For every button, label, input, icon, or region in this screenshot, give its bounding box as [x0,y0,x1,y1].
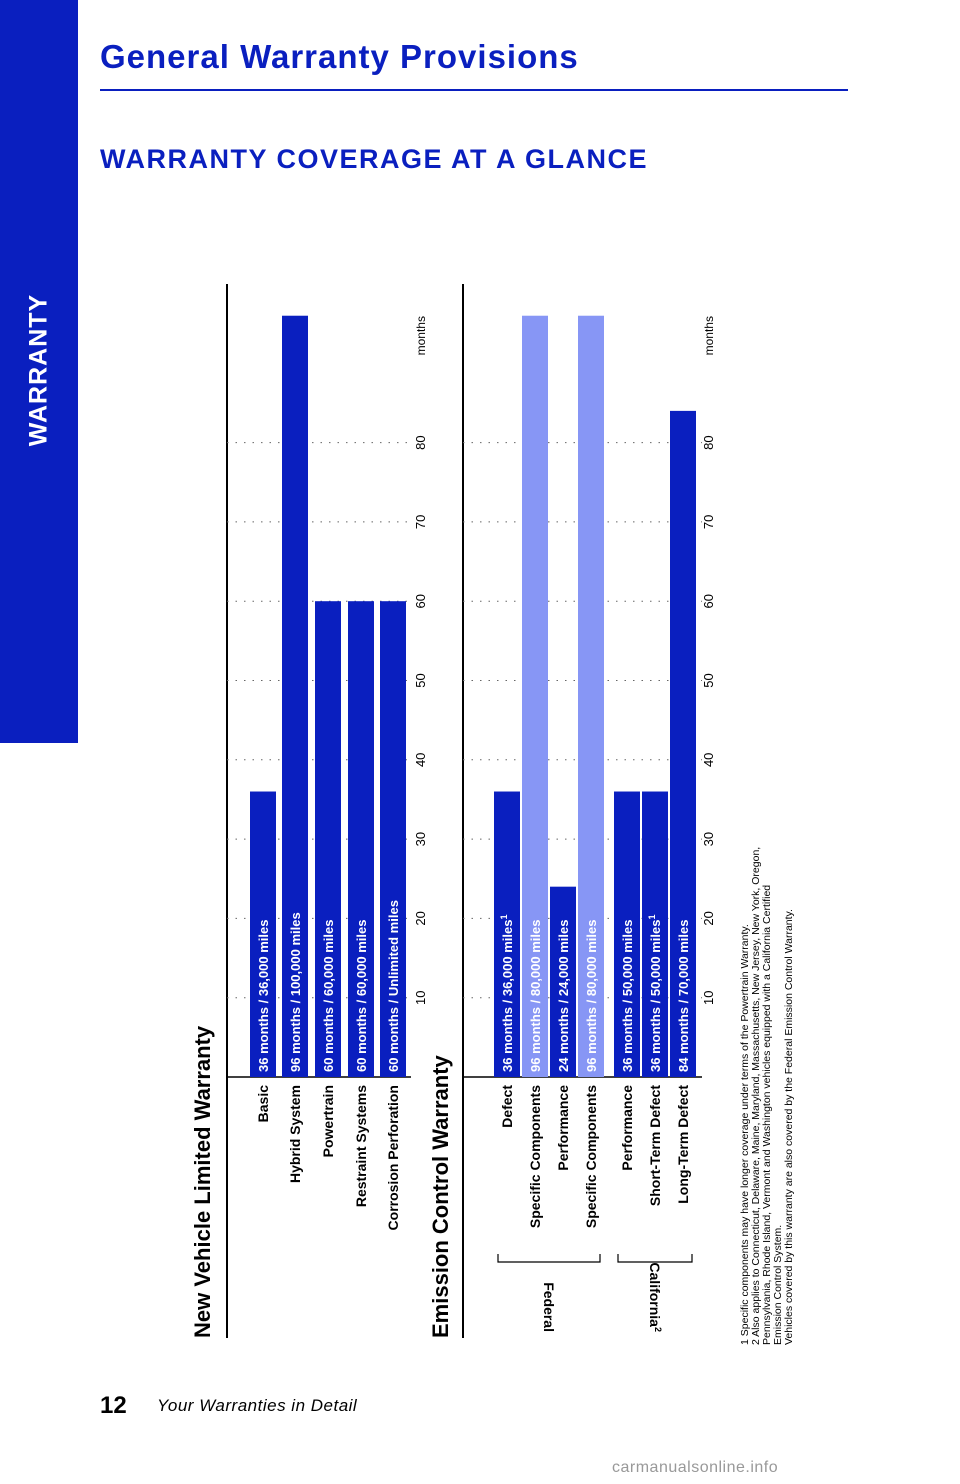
axis-tick-label: 80 [701,435,716,450]
bar-value-label: 96 months / 80,000 miles [528,919,543,1072]
bar-category-label: Restraint Systems [353,1085,369,1208]
bar-category-label: Powertrain [320,1085,336,1158]
group-title: New Vehicle Limited Warranty [190,1025,215,1338]
new-vehicle-warranty-group [190,284,428,1338]
footnote-line: Vehicles covered by this warranty are also covered by the Federal Emission Control Warranty. [783,909,795,1345]
axis-tick-label: 50 [413,673,428,688]
bar-category-label: Hybrid System [287,1085,303,1184]
axis-tick-label: 60 [701,593,716,609]
watermark-text: carmanualsonline.info [612,1459,779,1476]
footnote-line: 2 Also applies to Connecticut, Delaware, Maine, Maryland, Massachusetts, New Jersey, New York, Oregon, [750,846,762,1345]
bar-value-label: 60 months / Unlimited miles [386,900,401,1072]
side-tab-label: WARRANTY [24,293,53,447]
bar-value-label: 36 months / 50,000 miles [620,919,635,1072]
bar-category-label: Basic [255,1085,271,1123]
footnote-line: Pennsylvania, Rhode Island, Vermont and Washington vehicles equipped with a California Certified [761,884,773,1345]
bar-category-label: Specific Components [527,1085,543,1229]
bracket-label: Federal [541,1282,557,1332]
axis-unit-label: months [414,316,428,356]
axis-tick-label: 10 [701,990,716,1005]
axis-tick-label: 80 [413,435,428,450]
bar-value-label: 84 months / 70,000 miles [676,919,691,1072]
bar-category-label: Specific Components [583,1085,599,1229]
axis-tick-label: 30 [413,831,428,847]
bar-category-label: Long-Term Defect [675,1085,691,1204]
bar-category-label: Performance [555,1085,571,1171]
bar-value-label: 60 months / 60,000 miles [321,919,336,1072]
title-rule [100,89,848,91]
footnote-line: 1 Specific components may have longer coverage under terms of the Powertrain Warranty. [739,924,751,1345]
bar-category-label: Performance [619,1085,635,1171]
axis-tick-label: 40 [701,752,716,768]
bar-value-label: 24 months / 24,000 miles [556,919,571,1072]
bar-value-label: 36 months / 50,000 miles$^1$ [647,914,663,1072]
footnotes [739,847,795,1345]
page-section-label: Your Warranties in Detail [157,1396,358,1415]
footnote-line: Emission Control System. [772,1224,784,1345]
bar-category-label: Defect [499,1085,515,1128]
axis-tick-label: 20 [701,911,716,926]
axis-tick-label: 70 [701,514,716,530]
axis-tick-label: 10 [413,990,428,1005]
axis-tick-label: 20 [413,911,428,926]
bar-value-label: 36 months / 36,000 miles [256,919,271,1072]
group-title: Emission Control Warranty [428,1055,453,1338]
page-title: General Warranty Provisions [100,38,579,75]
page-number: 12 [100,1392,127,1419]
section-subtitle: WARRANTY COVERAGE AT A GLANCE [100,144,649,174]
warranty-side-tab [0,0,78,743]
axis-tick-label: 30 [701,831,716,847]
axis-tick-label: 40 [413,752,428,768]
rotated-chart-group [190,284,795,1345]
bar-value-label: 36 months / 36,000 miles$^1$ [499,914,515,1072]
axis-tick-label: 60 [413,593,428,609]
bar-value-label: 60 months / 60,000 miles [354,919,369,1072]
axis-tick-label: 70 [413,514,428,530]
warranty-coverage-chart [180,316,900,1385]
bracket-line [618,1254,692,1262]
emission-control-warranty-group [428,284,716,1338]
bar-category-label: Corrosion Perforation [385,1085,401,1231]
bracket-label: California$^2$ [647,1262,663,1332]
axis-tick-label: 50 [701,673,716,688]
bar-value-label: 96 months / 100,000 miles [288,912,303,1072]
axis-unit-label: months [702,316,716,356]
bar-category-label: Short-Term Defect [647,1085,663,1207]
bracket-line [498,1254,600,1262]
bar-value-label: 96 months / 80,000 miles [584,919,599,1072]
